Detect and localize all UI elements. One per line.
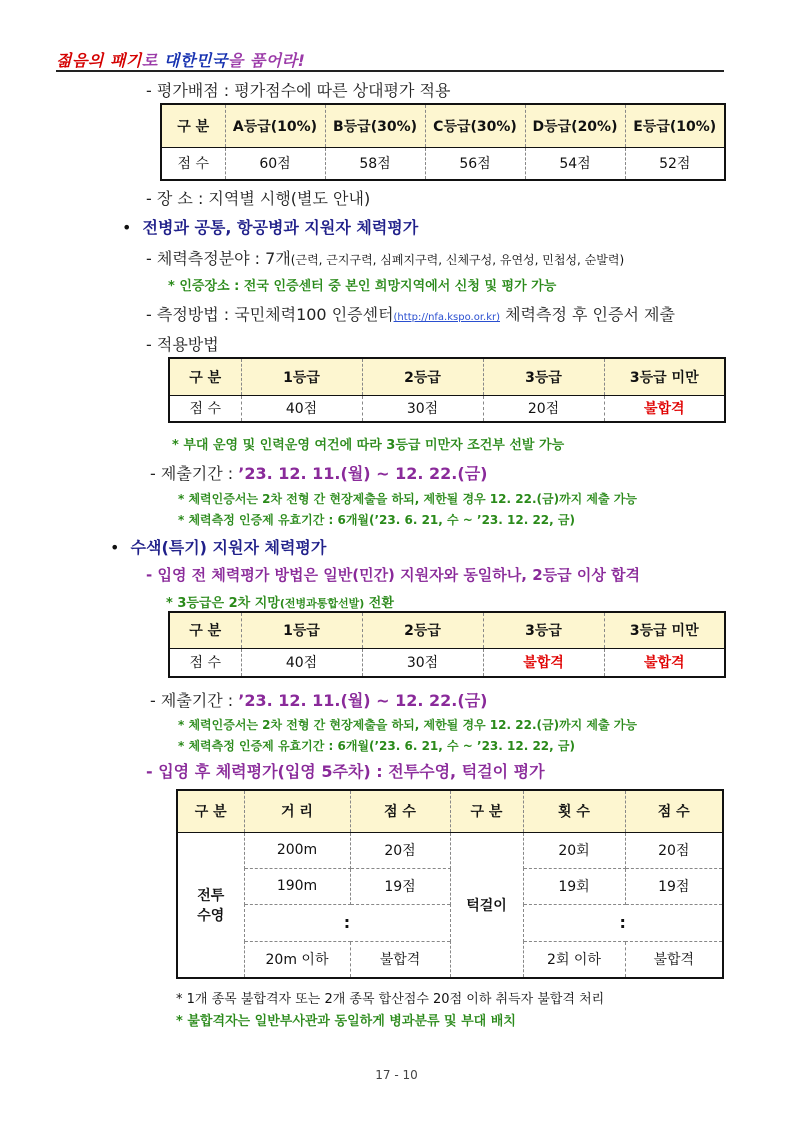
kspo-link[interactable]: (http://nfa.kspo.or.kr)	[393, 312, 500, 323]
table4-header-cell: 거 리	[244, 790, 350, 832]
section1-heading	[122, 215, 418, 238]
table2-cell: 40점	[241, 395, 362, 422]
page-number: 17 - 10	[375, 1068, 418, 1082]
submit-label: - 제출기간 :	[150, 691, 239, 710]
table1-cell: 60점	[225, 147, 325, 180]
swim-distance-cell: 190m	[244, 868, 350, 904]
table4-header-cell: 구 분	[450, 790, 523, 832]
s2-submit-line	[150, 688, 487, 711]
submit-period: ’23. 12. 11.(월) ~ 12. 22.(금)	[238, 464, 488, 483]
s1-method-a: - 측정방법 : 국민체력100 인증센터	[146, 305, 394, 324]
table2-cell: 20점	[483, 395, 604, 422]
table1-header-cell: A등급(10%)	[225, 104, 325, 147]
s1-note-place: * 인증장소 : 전국 인증센터 중 본인 희망지역에서 신청 및 평가 가능	[168, 279, 557, 294]
swim-score-cell: 19점	[350, 868, 450, 904]
table4-header-cell: 점 수	[350, 790, 450, 832]
swim-pullup-table	[176, 789, 724, 979]
swim-score-cell: 불합격	[350, 941, 450, 978]
s1-apply-line: - 적용방법	[146, 335, 219, 354]
table3-header-cell: 1등급	[241, 612, 362, 648]
pullup-score-cell: 19점	[625, 868, 723, 904]
table1-header-cell: B등급(30%)	[325, 104, 425, 147]
s1-field-main: - 체력측정분야 : 7개	[146, 249, 291, 268]
s1-note-cert-valid: * 체력측정 인증제 유효기간 : 6개월(’23. 6. 21, 수 ~ ’23. 12. 22, 금)	[178, 513, 575, 527]
final-note-fail: * 1개 종목 불합격자 또는 2개 종목 합산점수 20점 이하 취득자 불합격 처리	[176, 992, 605, 1007]
s2-note-a: * 3등급은 2차 지망	[166, 596, 280, 611]
table3-fail-cell: 불합격	[483, 648, 604, 677]
swim-ellipsis-cell: :	[244, 904, 450, 941]
table1-cell: 52점	[625, 147, 725, 180]
bullet-icon: •	[110, 538, 120, 557]
table4-header-cell: 횟 수	[523, 790, 625, 832]
submit-period: ’23. 12. 11.(월) ~ 12. 22.(금)	[238, 691, 488, 710]
table3-cell: 점 수	[169, 648, 241, 677]
table1-cell: 점 수	[161, 147, 225, 180]
s2-line1: - 입영 전 체력평가 방법은 일반(민간) 지원자와 동일하나, 2등급 이상 합격	[146, 566, 641, 584]
table3-header-cell: 3등급 미만	[604, 612, 725, 648]
table2-header-cell: 2등급	[362, 358, 483, 395]
pullup-category-cell: 턱걸이	[450, 832, 523, 978]
swim-label-2: 수영	[197, 907, 225, 924]
table1-cell: 58점	[325, 147, 425, 180]
table2-fail-cell: 불합격	[604, 395, 725, 422]
table3-cell: 40점	[241, 648, 362, 677]
table1-header-cell: E등급(10%)	[625, 104, 725, 147]
table3-header-cell: 3등급	[483, 612, 604, 648]
header-part3: 로	[141, 51, 164, 70]
final-note-assign: * 불합격자는 일반부사관과 동일하게 병과분류 및 부대 배치	[176, 1014, 516, 1029]
s2-note-grade3	[166, 592, 394, 611]
s2-note-c: 전환	[364, 596, 394, 611]
table4-header-cell: 점 수	[625, 790, 723, 832]
table2-cell: 점 수	[169, 395, 241, 422]
table2-header-cell: 3등급	[483, 358, 604, 395]
table1-cell: 56점	[425, 147, 525, 180]
pullup-count-cell: 2회 이하	[523, 941, 625, 978]
section2-title: 수색(특기) 지원자 체력평가	[130, 538, 327, 557]
bullet-icon: •	[122, 218, 132, 237]
pullup-score-cell: 불합격	[625, 941, 723, 978]
swim-distance-cell: 20m 이하	[244, 941, 350, 978]
header-part1: 젊음의	[56, 51, 110, 70]
section2-heading	[110, 535, 326, 558]
s1-method-line	[146, 302, 675, 325]
swim-distance-cell: 200m	[244, 832, 350, 868]
place-line: - 장 소 : 지역별 시행(별도 안내)	[146, 189, 371, 208]
table3-fail-cell: 불합격	[604, 648, 725, 677]
submit-label: - 제출기간 :	[150, 464, 239, 483]
swim-score-cell: 20점	[350, 832, 450, 868]
table2-header-cell: 1등급	[241, 358, 362, 395]
s2-note-b: (전병과통합선발)	[279, 597, 365, 610]
pullup-count-cell: 19회	[523, 868, 625, 904]
pullup-count-cell: 20회	[523, 832, 625, 868]
pullup-ellipsis-cell: :	[523, 904, 723, 941]
grade-score-table	[160, 103, 726, 181]
s1-note-cert-submit: * 체력인증서는 2차 전형 간 현장제출을 하되, 제한될 경우 12. 22.(금)까지 제출 가능	[178, 492, 637, 506]
swim-label-1: 전투	[197, 887, 225, 904]
table3-header-cell: 구 분	[169, 612, 241, 648]
table2-header-cell: 3등급 미만	[604, 358, 725, 395]
s1-field-line	[146, 246, 624, 269]
table3-cell: 30점	[362, 648, 483, 677]
recon-grade-table	[168, 611, 726, 678]
section1-title: 전병과 공통, 항공병과 지원자 체력평가	[142, 218, 419, 237]
physical-grade-table	[168, 357, 726, 423]
header-part4: 대한민국	[163, 51, 228, 70]
s2-note-cert-valid: * 체력측정 인증제 유효기간 : 6개월(’23. 6. 21, 수 ~ ’23. 12. 22, 금)	[178, 739, 575, 753]
table2-header-cell: 구 분	[169, 358, 241, 395]
s2-note-cert-submit: * 체력인증서는 2차 전형 간 현장제출을 하되, 제한될 경우 12. 22.(금)까지 제출 가능	[178, 718, 637, 732]
header-divider	[56, 70, 724, 72]
header-part2: 패기	[109, 51, 142, 70]
header-slogan	[56, 48, 305, 71]
table1-header-cell: D등급(20%)	[525, 104, 625, 147]
s1-method-b: 체력측정 후 인증서 제출	[500, 305, 675, 324]
table1-header-cell: 구 분	[161, 104, 225, 147]
swim-category-cell	[177, 832, 244, 978]
table1-cell: 54점	[525, 147, 625, 180]
s1-field-detail: (근력, 근지구력, 심폐지구력, 신체구성, 유연성, 민첩성, 순발력)	[290, 253, 625, 267]
table1-header-cell: C등급(30%)	[425, 104, 525, 147]
table4-header-cell: 구 분	[177, 790, 244, 832]
pullup-score-cell: 20점	[625, 832, 723, 868]
eval-score-line: - 평가배점 : 평가점수에 따른 상대평가 적용	[146, 81, 451, 100]
header-part5: 을 품어라!	[227, 51, 306, 70]
table3-header-cell: 2등급	[362, 612, 483, 648]
s1-submit-line	[150, 461, 487, 484]
s2-after-enlist-line: - 입영 후 체력평가(입영 5주차) : 전투수영, 턱걸이 평가	[146, 762, 545, 781]
s1-note-conditional: * 부대 운영 및 인력운영 여건에 따라 3등급 미만자 조건부 선발 가능	[172, 438, 565, 453]
table2-cell: 30점	[362, 395, 483, 422]
